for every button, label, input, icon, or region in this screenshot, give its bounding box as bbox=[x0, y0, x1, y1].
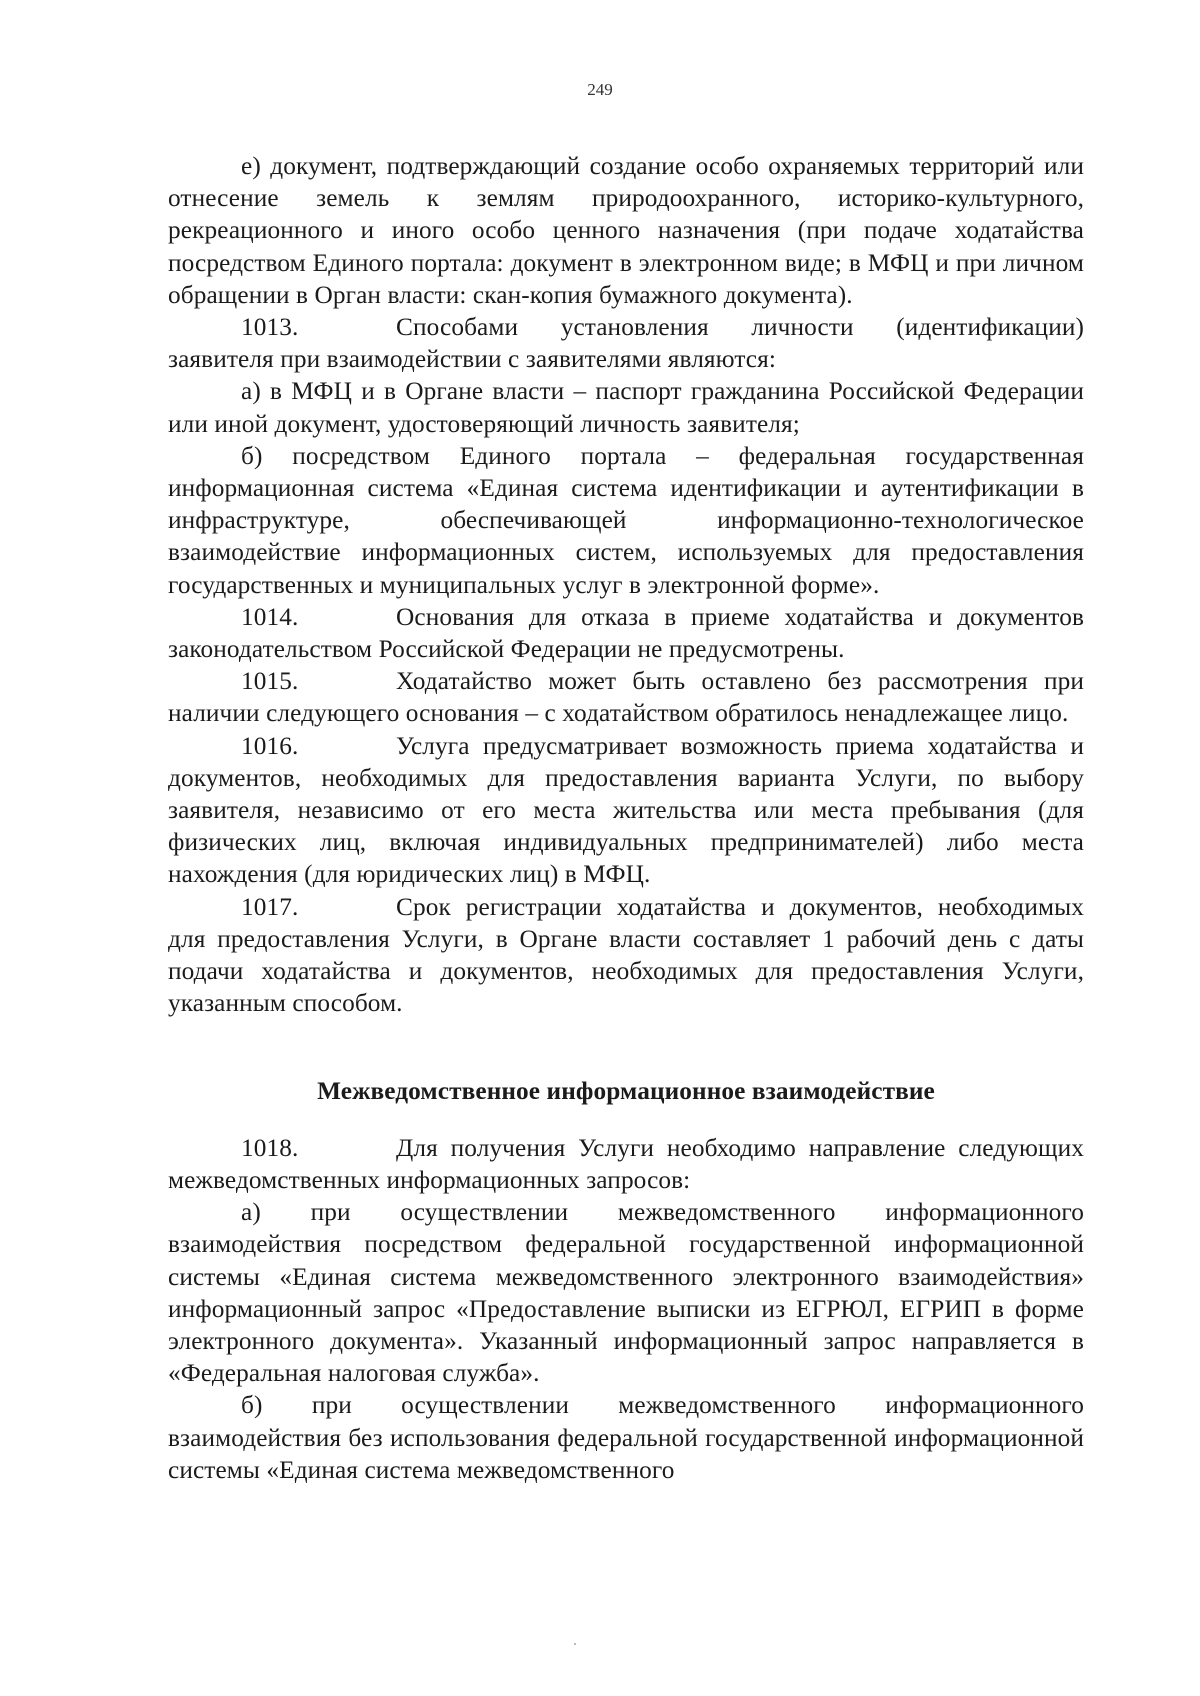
paragraph-1013-b: б) посредством Единого портала – федеральная государственная информационная система «Единая система идентификации и аутентификации в инфраструктуре, обеспечивающей информационно-технологическое взаимодействие информационных систем, используемых для предоставления государственных и муниципальных услуг в электронной форме». bbox=[168, 441, 1084, 599]
clause-text: Ходатайство может быть оставлено без рассмотрения при наличии следующего основания – с ходатайством обратилось ненадлежащее лицо. bbox=[168, 667, 1084, 728]
clause-number: 1017. bbox=[241, 892, 299, 921]
clause-number: 1018. bbox=[241, 1133, 299, 1162]
paragraph-1018 bbox=[168, 1132, 1084, 1196]
paragraph-1013-a: а) в МФЦ и в Органе власти – паспорт гражданина Российской Федерации или иной документ, удостоверяющий личность заявителя; bbox=[168, 377, 1084, 438]
clause-number: 1015. bbox=[241, 667, 299, 696]
clause-text: Услуга предусматривает возможность приема ходатайства и документов, необходимых для предоставления варианта Услуги, по выбору заявителя, независимо от его места жительства или места пребывания (для физических лиц, включая индивидуальных предпринимателей) либо места нахождения (для юридических лиц) в МФЦ. bbox=[168, 731, 1084, 889]
paragraph-1017 bbox=[168, 891, 1084, 1020]
paragraph-1018-a: а) при осуществлении межведомственного информационного взаимодействия посредством федеральной государственной информационной системы «Единая система межведомственного электронного взаимодействия» информационный запрос «Предоставление выписки из ЕГРЮЛ, ЕГРИП в форме электронного документа». Указанный информационный запрос направляется в «Федеральная налоговая служба». bbox=[168, 1198, 1084, 1388]
clause-text: Основания для отказа в приеме ходатайства и документов законодательством Российской Федерации не предусмотрены. bbox=[168, 602, 1084, 664]
clause-text: Способами установления личности (идентификации) заявителя при взаимодействии с заявителями являются: bbox=[168, 313, 1084, 374]
paragraph-1015 bbox=[168, 665, 1084, 729]
paragraph-1016 bbox=[168, 730, 1084, 891]
paragraph-1018-b: б) при осуществлении межведомственного информационного взаимодействия без использования федеральной государственной информационной системы «Единая система межведомственного bbox=[168, 1391, 1084, 1484]
page-number: 249 bbox=[587, 80, 613, 99]
clause-number: 1016. bbox=[241, 731, 299, 760]
document-body bbox=[168, 150, 1084, 1486]
clause-text: Срок регистрации ходатайства и документов, необходимых для предоставления Услуги, в Органе власти составляет 1 рабочий день с даты подачи ходатайства и документов, необходимых для предоставления Услуги, указанным способом. bbox=[168, 892, 1084, 1018]
clause-number: 1013. bbox=[241, 313, 299, 342]
scan-speck bbox=[574, 1643, 576, 1645]
clause-number: 1014. bbox=[241, 602, 299, 631]
paragraph-1014 bbox=[168, 601, 1084, 665]
section-heading: Межведомственное информационное взаимодействие bbox=[317, 1077, 935, 1106]
clause-text: Для получения Услуги необходимо направление следующих межведомственных информационных запросов: bbox=[168, 1133, 1084, 1194]
paragraph-1013 bbox=[168, 311, 1084, 375]
paragraph-item-e: е) документ, подтверждающий создание особо охраняемых территорий или отнесение земель к землям природоохранного, историко-культурного, рекреационного и иного особо ценного назначения (при подаче ходатайства посредством Единого портала: документ в электронном виде; в МФЦ и при личном обращении в Орган власти: скан-копия бумажного документа). bbox=[168, 152, 1084, 309]
